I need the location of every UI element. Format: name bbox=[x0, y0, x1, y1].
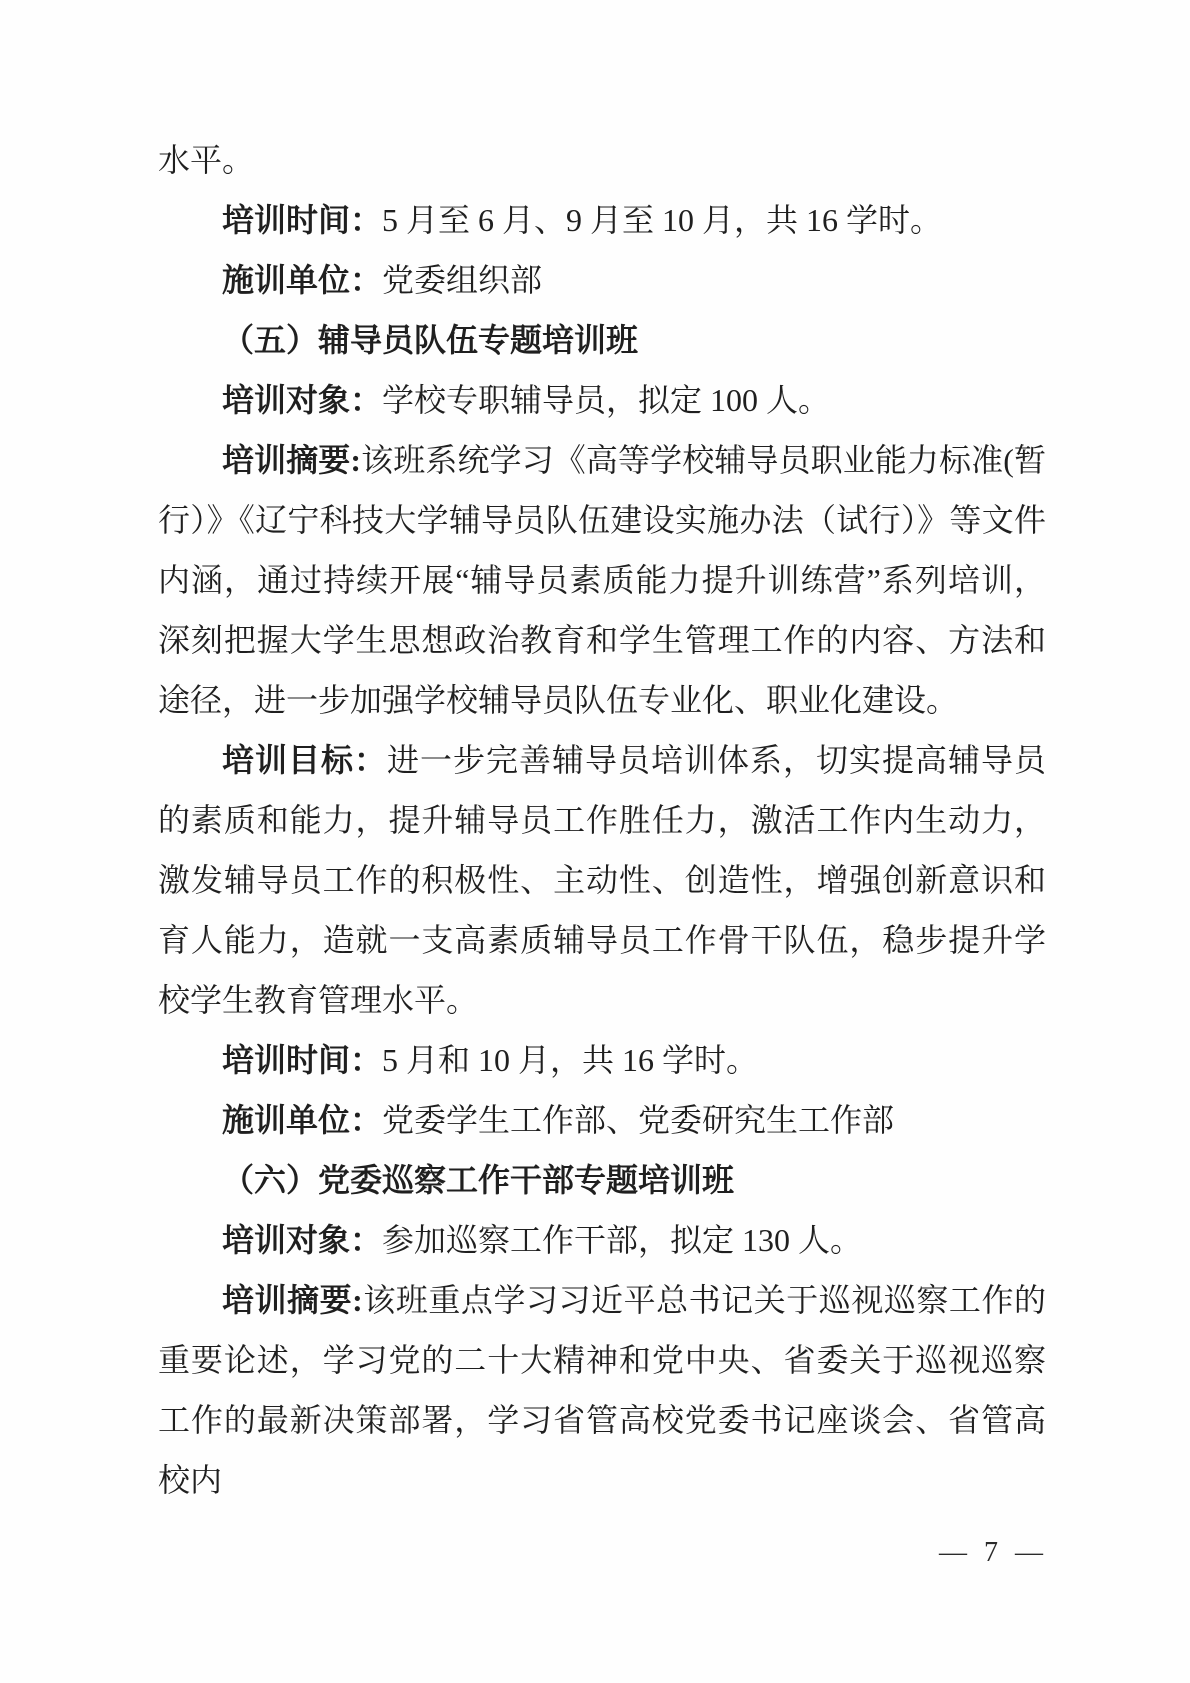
field-label: 培训目标： bbox=[222, 742, 387, 778]
page-number: — 7 — bbox=[939, 1537, 1043, 1568]
field-label: 施训单位： bbox=[222, 1102, 383, 1138]
field-text: 党委学生工作部、党委研究生工作部 bbox=[382, 1102, 895, 1138]
page-footer bbox=[939, 1536, 1043, 1570]
document-body bbox=[158, 130, 1046, 1510]
field-text: 该班重点学习习近平总书记关于巡视巡察工作的重要论述，学习党的二十大精神和党中央、省委关于巡视巡察工作的最新决策部署，学习省管高校党委书记座谈会、省管高校内 bbox=[158, 1282, 1046, 1498]
field-label: 培训时间： bbox=[222, 202, 383, 238]
paragraph-continuation bbox=[158, 130, 1046, 190]
field-label: 培训时间： bbox=[222, 1042, 383, 1078]
field-training-time bbox=[158, 1030, 1046, 1090]
field-training-unit bbox=[158, 1090, 1046, 1150]
field-label: 培训摘要: bbox=[222, 442, 362, 478]
field-text: 5 月和 10 月，共 16 学时。 bbox=[382, 1042, 759, 1078]
field-text: 5 月至 6 月、9 月至 10 月，共 16 学时。 bbox=[382, 202, 943, 238]
field-training-summary bbox=[158, 1270, 1046, 1510]
field-training-unit bbox=[158, 250, 1046, 310]
field-training-goal bbox=[158, 730, 1046, 1030]
field-text: 参加巡察工作干部，拟定 130 人。 bbox=[382, 1222, 863, 1258]
field-text: 党委组织部 bbox=[382, 262, 543, 298]
field-text: 进一步完善辅导员培训体系，切实提高辅导员的素质和能力，提升辅导员工作胜任力，激活工作内生动力，激发辅导员工作的积极性、主动性、创造性，增强创新意识和育人能力，造就一支高素质辅导员工作骨干队伍，稳步提升学校学生教育管理水平。 bbox=[158, 742, 1046, 1018]
section-heading-six bbox=[158, 1150, 1046, 1210]
field-label: 培训对象： bbox=[222, 382, 383, 418]
field-training-time bbox=[158, 190, 1046, 250]
paragraph-text: 水平。 bbox=[158, 142, 255, 178]
field-training-target-audience bbox=[158, 370, 1046, 430]
field-label: 培训摘要: bbox=[222, 1282, 363, 1318]
heading-text: （六）党委巡察工作干部专题培训班 bbox=[222, 1162, 735, 1198]
field-label: 施训单位： bbox=[222, 262, 383, 298]
field-label: 培训对象： bbox=[222, 1222, 383, 1258]
section-heading-five bbox=[158, 310, 1046, 370]
heading-text: （五）辅导员队伍专题培训班 bbox=[222, 322, 639, 358]
field-training-summary bbox=[158, 430, 1046, 730]
field-text: 该班系统学习《高等学校辅导员职业能力标准(暂行）》《辽宁科技大学辅导员队伍建设实施办法（试行）》等文件内涵，通过持续开展“辅导员素质能力提升训练营”系列培训，深刻把握大学生思想政治教育和学生管理工作的内容、方法和途径，进一步加强学校辅导员队伍专业化、职业化建设。 bbox=[158, 442, 1046, 718]
field-training-target-audience bbox=[158, 1210, 1046, 1270]
field-text: 学校专职辅导员，拟定 100 人。 bbox=[382, 382, 831, 418]
